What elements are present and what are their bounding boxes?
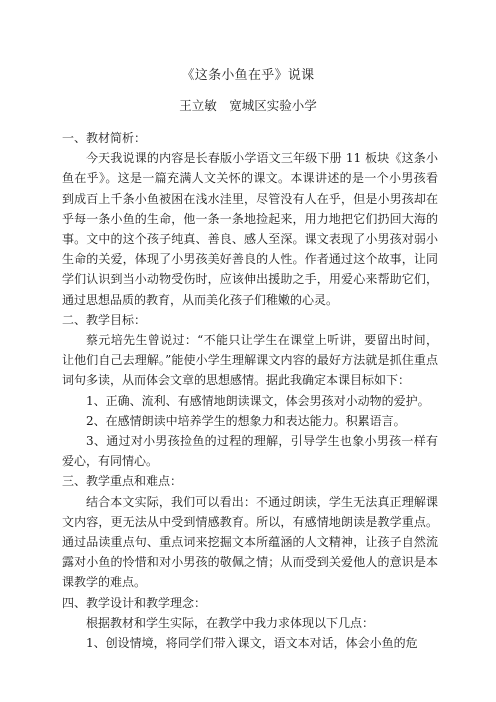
paragraph: 蔡元培先生曾说过：“不能只让学生在课堂上听讲，要留出时间，让他们自己去理解。”能使小学生理解课文内容的最好方法就是抓住重点词句多读，从而体会文章的思想感情。据此我确定本课目标如下： [62,333,438,388]
list-item: 1、创设情境，将同学们带入课文，语文本对话，体会小鱼的危 [86,636,418,651]
list-item: 1、正确、流利、有感情地朗读课文，体会男孩对小动物的爱护。 [86,393,430,408]
section-heading: 三、教学重点和难点： [62,474,183,489]
paragraph: 结合本文实际，我们可以看出：不通过朗读，学生无法真正理解课文内容，更无法从中受到情感教育。所以，有感情地朗读是教学重点。通过品读重点句、重点词来挖掘文本所蕴涵的人文精神，让孩子自然流露对小鱼的怜惜和对小男孩的敬佩之情；从而受到关爱他人的意识是本课教学的难点。 [62,494,438,590]
author-line: 王立敏 宽城区实验小学 [179,98,317,113]
paragraph: 根据教材和学生实际，在教学中我力求体现以下几点： [86,615,375,630]
list-item: 2、在感情朗读中培养学生的想象力和表达能力。积累语言。 [86,413,406,428]
section-heading: 一、教材简析： [62,131,147,145]
list-item: 3、通过对小男孩捡鱼的过程的理解，引导学生也象小男孩一样有爱心，有同情心。 [62,434,438,469]
document-title: 《这条小鱼在乎》说课 [181,68,315,83]
document-body [62,128,438,653]
paragraph: 今天我说课的内容是长春版小学语文三年级下册 11 板块《这条小鱼在乎》。这是一篇充满人文关怀的课文。本课讲述的是一个小男孩看到成百上千条小鱼被困在浅水洼里，尽管没有人在乎，但是小男孩却在乎每一条小鱼的生命，他一条一条地捡起来，用力地把它们扔回大海的事。文中的这个孩子纯真、善良、感人至深。课文表现了小男孩对弱小生命的关爱，体现了小男孩美好善良的人性。作者通过这个故事，让同学们认识到当小动物受伤时，应该伸出援助之手，用爱心来帮助它们，通过思想品质的教育，从而美化孩子们稚嫩的心灵。 [62,151,438,307]
section-heading: 四、教学设计和教学理念： [62,595,207,610]
section-heading: 二、教学目标： [62,312,147,327]
